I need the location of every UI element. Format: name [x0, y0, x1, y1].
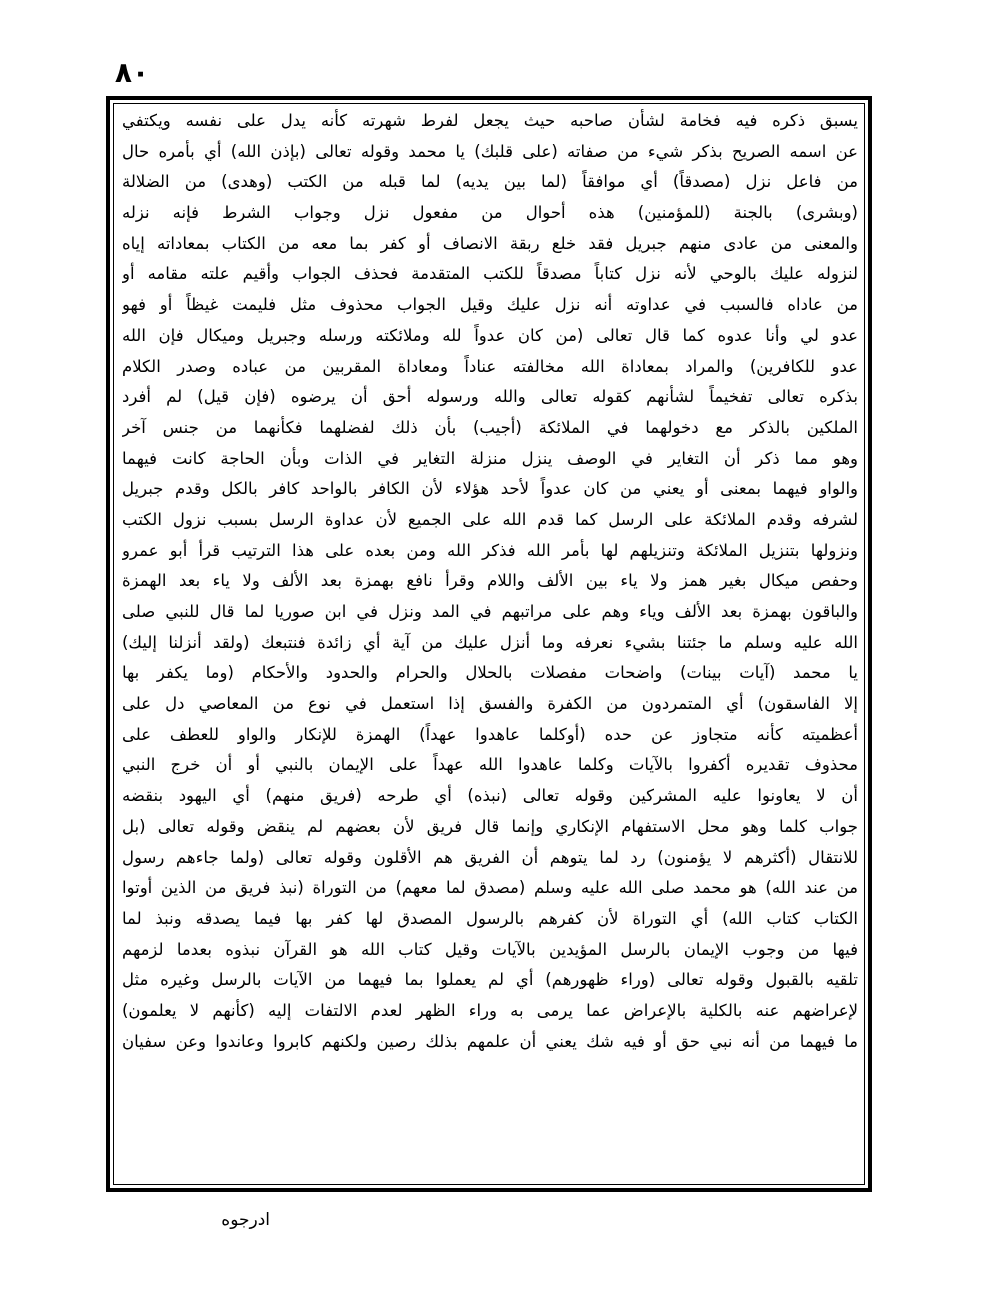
text-line-14: لشرفه وقدم الملائكة على الرسل كما قدم الله على الجميع لأن عداوة الرسل بسبب نزول الكتب [122, 509, 858, 529]
main-text [118, 106, 862, 1182]
text-line-17: والباقون بهمزة بعد الألف وياء وهم على مراتبهم في المد ونزل في ابن صوريا لما قال للنبي صلى [122, 602, 858, 621]
text-line-11: الملكين بالذكر مع دخولهما في الملائكة (أجيب) بأن ذلك لفضلهما فكأنهما من جنس آخر [122, 417, 858, 437]
text-line-27: الكتاب كتاب الله) أي التوراة لأن كفرهم بالرسول المصدق لها كفر بها فيما يصدقه ونبذ لما [122, 908, 858, 928]
text-line-26: من عند الله) هو محمد صلى الله عليه وسلم (مصدق لما معهم) من التوراة (نبذ فريق من الذين أوتوا [122, 878, 858, 898]
text-line-4: (وبشرى) بالجنة (للمؤمنين) هذه أحوال من مفعول نزل وجواب الشرط فإنه نزله [122, 203, 858, 223]
text-line-19: يا محمد (آيات بينات) واضحات مفصلات بالحلال والحرام والحدود والأحكام (وما يكفر بها [122, 663, 858, 683]
page-number: ٨٠ [114, 56, 150, 89]
text-line-12: وهو مما ذكر أن التغاير في الوصف ينزل منزلة التغاير في الذات وبأن الحاجة كانت فيهما [122, 448, 858, 468]
text-line-28: فيها من وجوب الإيمان بالرسل المؤيدين بالآيات وقيل كتاب الله هو القرآن نبذوه بعدما لزمهم [122, 939, 858, 959]
catchword: ادرجوه [221, 1210, 270, 1230]
text-line-22: محذوف تقديره أكفروا بالآيات وكلما عاهدوا الله عهداً على الإيمان بالنبي أو أن خرج النبي [122, 755, 858, 775]
text-line-21: أعظميته كأنه متجاوز عن حده (أوكلما عاهدوا عهداً) الهمزة للإنكار والواو للعطف على [122, 724, 858, 744]
text-line-16: وحفص ميكال بغير همز ولا ياء بين الألف واللام وقرأ نافع بهمزة بعد الألف ولا ياء بعد الهمزة [122, 571, 858, 591]
text-line-5: والمعنى من عادى منهم جبريل فقد خلع ربقة الانصاف أو كفر بما معه من الكتاب بمعاداته إياه [122, 233, 858, 253]
text-line-29: تلقيه بالقبول وقوله تعالى (وراء ظهورهم) أي لم يعملوا بما فيهما من الآيات بالرسل وغيره مثل [122, 970, 858, 990]
text-line-9: عدو للكافرين) والمراد بمعاداة الله مخالفته عناداً ومعاداة المقربين من عباده وصدر الكلام [122, 356, 858, 376]
text-line-23: أن لا يعاونوا عليه المشركين وقوله تعالى (نبذه) أي طرحه (فريق منهم) أي اليهود بنقضه [122, 786, 858, 806]
text-line-7: من عاداه فالسبب في عداوته أنه نزل عليك وقيل الجواب محذوف مثل فليمت غيظاً أو فهو [122, 295, 858, 315]
text-line-20: إلا الفاسقون) أي المتمردون من الكفرة والفسق إذا استعمل في نوع من المعاصي دل على [122, 694, 858, 714]
text-line-1: يسبق ذكره فيه فخامة لشأن صاحبه حيث يجعل لفرط شهرته كأنه يدل على نفسه ويكتفي [122, 111, 858, 130]
text-line-3: من فاعل نزل (مصدقاً) أي موافقاً (لما بين يديه) لما قبله من الكتب (وهدى) من الضلالة [122, 172, 858, 192]
text-line-8: عدو لي وأنا عدوه كما قال تعالى (من كان عدواً لله وملائكته ورسله وجبريل وميكال فإن الله [122, 325, 858, 345]
text-line-6: لنزوله عليك بالوحي لأنه نزل كتاباً مصدقاً للكتب المتقدمة فحذف الجواب وأقيم علته مقامه أو [122, 264, 858, 284]
text-line-10: بذكره تعالى تفخيماً لشأنهم كقوله تعالى والله ورسوله أحق أن يرضوه (فإن قيل) لم أفرد [122, 387, 858, 407]
text-line-30: لإعراضهم عنه بالكلية بالإعراض عما يرمى به وراء الظهر لعدم الالتفات إليه (كأنهم لا يعلمون) [122, 1000, 858, 1020]
text-line-2: عن اسمه الصريح بذكر شيء من صفاته (على قلبك) يا محمد وقوله تعالى (بإذن الله) أي بأمره حال [122, 141, 858, 161]
text-line-25: للانتقال (أكثرهم لا يؤمنون) رد لما يتوهم أن الفريق هم الأقلون وقوله تعالى (ولما جاءهم رسول [122, 847, 858, 867]
text-line-13: والواو فيهما بمعنى أو يعني من كان عدواً لأحد هؤلاء لأن الكافر بالواحد كافر بالكل وقدم جبريل [122, 479, 858, 499]
text-line-15: ونزولها بتنزيل الملائكة وتنزيلهم لها بأمر الله فذكر الله ومن بعده على هذا الترتيب قرأ أبو عمرو [122, 540, 858, 560]
text-line-18: الله عليه وسلم ما جئتنا بشيء نعرفه وما أنزل عليك من آية أي زائدة فنتبعك (ولقد أنزلنا إليك) [122, 632, 858, 652]
text-line-31: ما فيهما من أنه نبي حق أو فيه شك يعني أن علمهم بذلك رصين ولكنهم كابروا وعاندوا وعن سفيان [122, 1031, 858, 1051]
text-line-24: جواب كلما وهو محل الاستفهام الإنكاري وإنما قال فريق لأن بعضهم لم ينقض وقوله تعالى (بل [122, 816, 858, 836]
